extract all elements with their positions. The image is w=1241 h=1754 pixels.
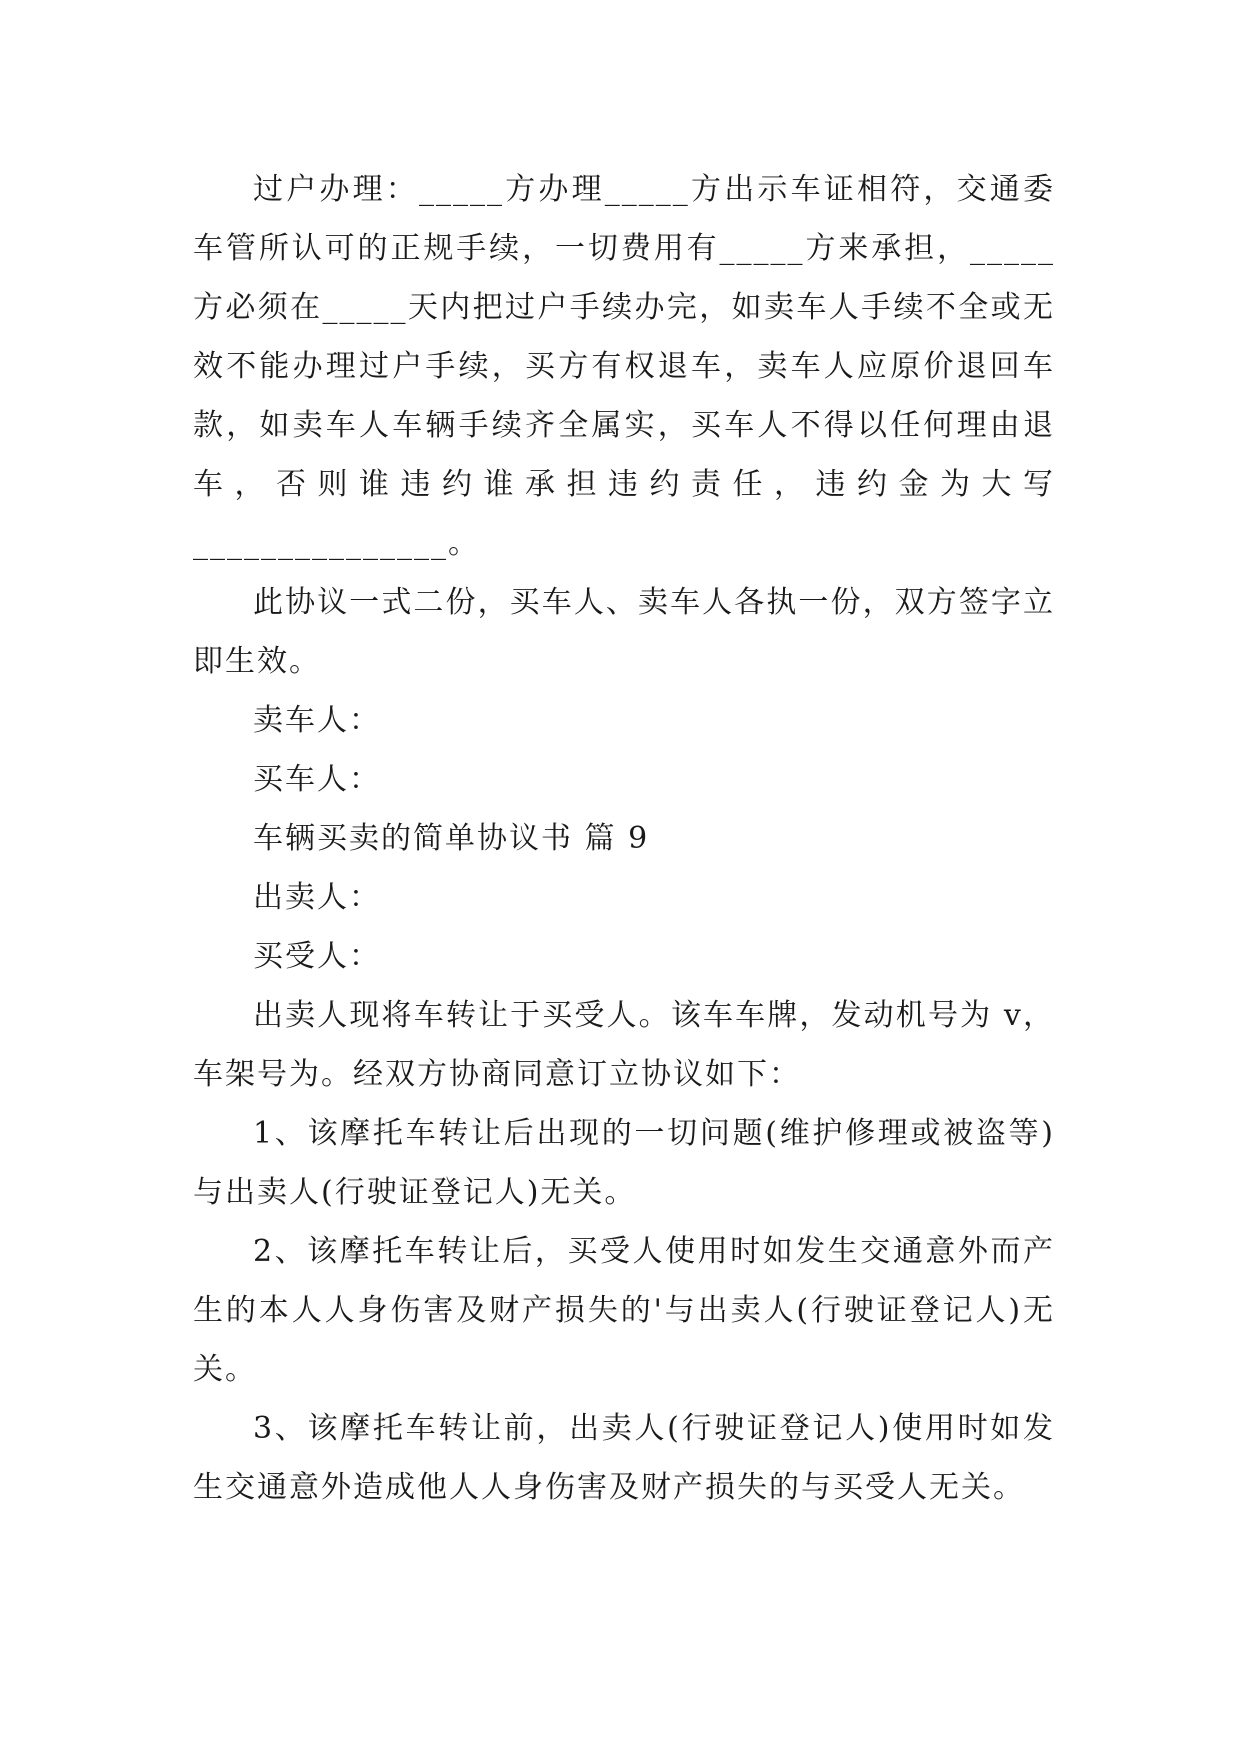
paragraph-buyer-signature: 买车人： [253,762,381,797]
paragraph-intro: 出卖人现将车转让于买受人。该车车牌，发动机号为 v，车架号为。经双方协商同意订立协议如下： [193,998,1055,1092]
document-body [193,160,1055,1517]
paragraph-seller-signature: 卖车人： [253,703,381,738]
clause-1: 1、该摩托车转让后出现的一切问题(维护修理或被盗等)与出卖人(行驶证登记人)无关。 [193,1116,1055,1210]
clause-3: 3、该摩托车转让前，出卖人(行驶证登记人)使用时如发生交通意外造成他人人身伤害及财产损失的与买受人无关。 [193,1411,1055,1505]
paragraph-buyer: 买受人： [253,939,381,974]
clause-2: 2、该摩托车转让后，买受人使用时如发生交通意外而产生的本人人身伤害及财产损失的'与出卖人(行驶证登记人)无关。 [193,1234,1055,1387]
paragraph-copies: 此协议一式二份，买车人、卖车人各执一份，双方签字立即生效。 [193,585,1055,679]
paragraph-seller: 出卖人： [253,880,381,915]
section-heading: 车辆买卖的简单协议书 篇 9 [253,821,650,856]
paragraph-transfer-terms: 过户办理：_____方办理_____方出示车证相符，交通委车管所认可的正规手续，一切费用有_____方来承担，_____方必须在_____天内把过户手续办完，如卖车人手续不全或无效不能办理过户手续，买方有权退车，卖车人应原价退回车款，如卖车人车辆手续齐全属实，买车人不得以任何理由退车，否则谁违约谁承担违约责任，违约金为大写_______________。 [193,172,1055,561]
